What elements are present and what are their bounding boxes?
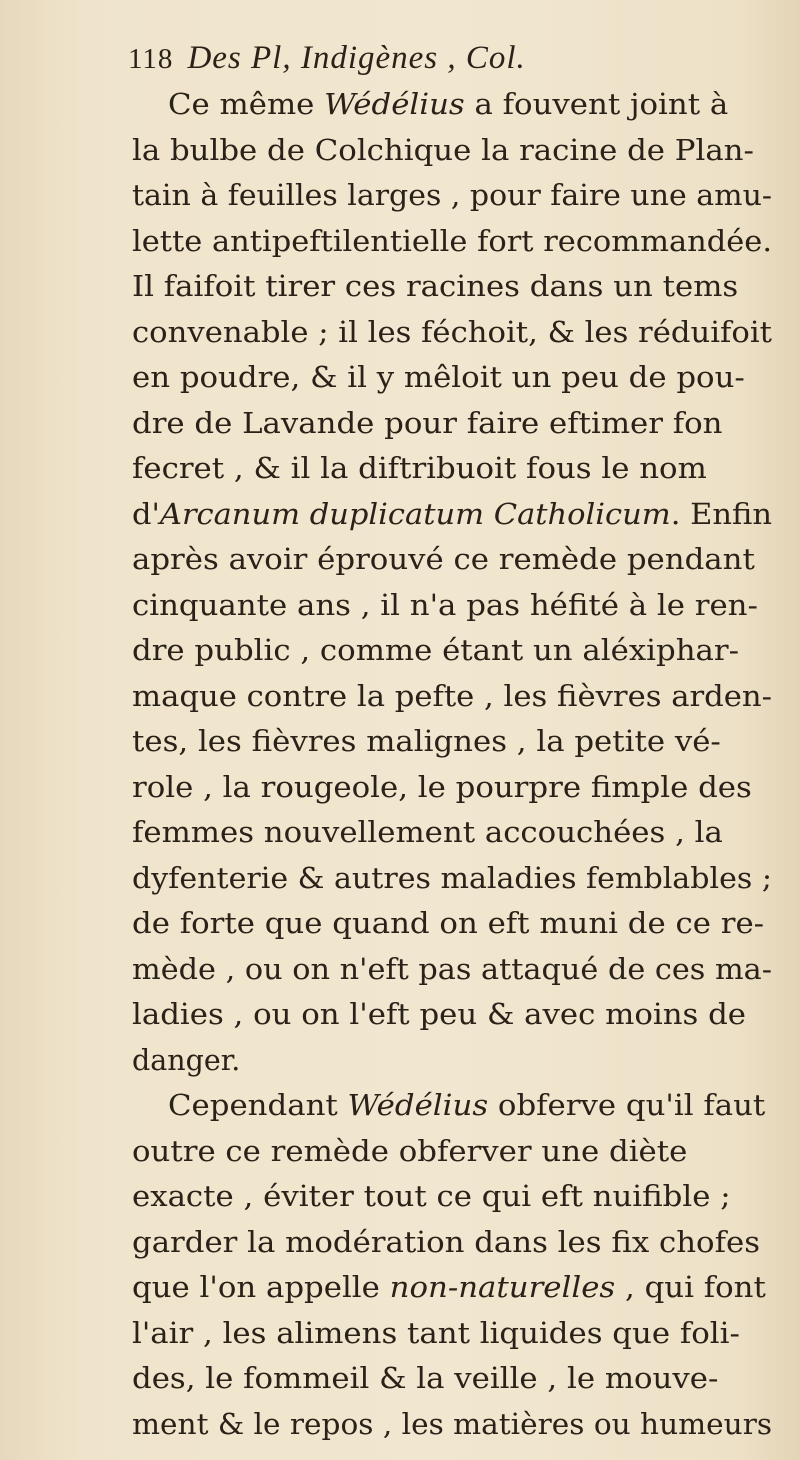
text-segment: la bulbe de Colchique la racine de Plan- (132, 133, 754, 167)
text-segment: fecret , & il la diftribuoit fous le nom (132, 452, 707, 485)
text-line-content (132, 1174, 731, 1220)
text-line (132, 810, 772, 856)
text-line-content (132, 446, 707, 492)
text-segment: de forte que quand on eft muni de ce re- (132, 907, 765, 940)
text-line-content (132, 992, 746, 1038)
text-segment: role , la rougeole, le pourpre fimple des (132, 770, 752, 804)
text-line (132, 674, 772, 720)
text-line (132, 1038, 772, 1084)
text-segment: , qui font (615, 1271, 766, 1304)
text-segment: convenable ; il les féchoit, & les réduifoit (132, 315, 772, 349)
text-line-content (132, 219, 772, 265)
italic-text: Wédélius (347, 1089, 489, 1122)
text-line (132, 219, 772, 265)
text-line (132, 1265, 772, 1311)
text-line (132, 583, 772, 629)
text-line-content (132, 1129, 687, 1175)
italic-text: non-naturelles (389, 1271, 616, 1304)
text-line (132, 355, 772, 401)
text-line-content (132, 947, 772, 993)
text-line-content (132, 128, 754, 174)
text-segment: garder la modération dans les fix chofes (132, 1225, 760, 1259)
text-line (132, 719, 772, 765)
text-line-content (132, 810, 723, 856)
text-line-content (132, 355, 745, 401)
text-line (132, 901, 772, 947)
text-segment: tes, les fièvres malignes , la petite vé- (132, 725, 721, 758)
text-line (132, 128, 772, 174)
text-line-content (132, 583, 758, 629)
text-line-content (132, 719, 721, 765)
text-line (132, 1402, 772, 1448)
text-line-content (132, 1265, 766, 1311)
text-line (132, 1174, 772, 1220)
text-segment: obferve qu'il faut (488, 1089, 766, 1122)
text-line-content (132, 674, 772, 720)
text-segment: l'air , les alimens tant liquides que foli- (132, 1316, 740, 1350)
text-segment: dre public , comme étant un aléxiphar- (132, 634, 740, 667)
running-header (128, 40, 768, 86)
text-segment: mède , ou on n'eft pas attaqué de ces ma- (132, 952, 772, 986)
text-line-content (132, 901, 764, 947)
text-line (132, 992, 772, 1038)
text-segment: ment & le repos , les matières ou humeurs (132, 1407, 772, 1441)
body-text (132, 82, 772, 1447)
text-line (132, 1129, 772, 1175)
text-line (132, 492, 772, 538)
text-line (132, 628, 772, 674)
text-line (132, 1083, 772, 1129)
text-segment: a fouvent joint à (464, 88, 729, 121)
text-segment: des, le fommeil & la veille , le mouve- (132, 1362, 719, 1395)
text-line-content (132, 1402, 772, 1448)
text-segment: cinquante ans , il n'a pas héfité à le ren- (132, 588, 758, 622)
text-line-content (132, 1038, 240, 1084)
text-segment: danger. (132, 1043, 241, 1077)
text-line-content (132, 1311, 740, 1357)
text-segment: outre ce remède obferver une diète (132, 1134, 688, 1168)
text-line (132, 401, 772, 447)
text-segment: femmes nouvellement accouchées , la (132, 816, 723, 849)
text-line (132, 82, 772, 128)
text-segment: ladies , ou on l'eft peu & avec moins de (132, 998, 747, 1031)
text-line-content (168, 82, 728, 128)
text-line (132, 446, 772, 492)
text-segment: après avoir éprouvé ce remède pendant (132, 543, 755, 576)
text-line-content (132, 1356, 718, 1402)
text-segment: en poudre, & il y mêloit un peu de pou- (132, 361, 745, 394)
text-line-content (132, 401, 723, 447)
text-line (132, 947, 772, 993)
text-line (132, 264, 772, 310)
text-line (132, 537, 772, 583)
text-line-content (132, 765, 752, 811)
text-segment: . Enfin (670, 497, 772, 531)
text-line (132, 1356, 772, 1402)
text-line-content (132, 264, 738, 310)
text-line (132, 173, 772, 219)
text-line (132, 1311, 772, 1357)
text-segment: dyfenterie & autres maladies femblables ; (132, 861, 772, 895)
running-title: Des Pl, Indigènes , Col. (187, 40, 526, 76)
text-line (132, 765, 772, 811)
text-segment: maque contre la pefte , les fièvres arden- (132, 679, 772, 713)
italic-text: Wédélius (324, 88, 465, 121)
text-line-content (132, 492, 772, 538)
italic-text: Arcanum duplicatum Catholicum (159, 497, 671, 531)
text-line (132, 310, 772, 356)
text-line (132, 1220, 772, 1266)
page-number: 118 (128, 43, 174, 75)
text-line-content (132, 628, 739, 674)
text-segment: Il faifoit tirer ces racines dans un tems (132, 270, 739, 303)
text-segment: lette antipeftilentielle fort recommandée. (132, 224, 772, 258)
text-line-content (132, 1220, 760, 1266)
text-segment: Cependant (168, 1089, 348, 1122)
text-line-content (132, 856, 772, 902)
text-line-content (132, 310, 772, 356)
text-segment: dre de Lavande pour faire eftimer fon (132, 406, 723, 440)
text-line (132, 856, 772, 902)
text-segment: Ce même (168, 88, 325, 121)
text-segment: tain à feuilles larges , pour faire une amu- (132, 179, 772, 212)
text-segment: que l'on appelle (132, 1271, 390, 1304)
text-line-content (132, 173, 772, 219)
text-line-content (168, 1083, 765, 1129)
text-line-content (132, 537, 755, 583)
text-segment: exacte , éviter tout ce qui eft nuifible ; (132, 1180, 731, 1213)
text-segment: d' (132, 497, 160, 531)
